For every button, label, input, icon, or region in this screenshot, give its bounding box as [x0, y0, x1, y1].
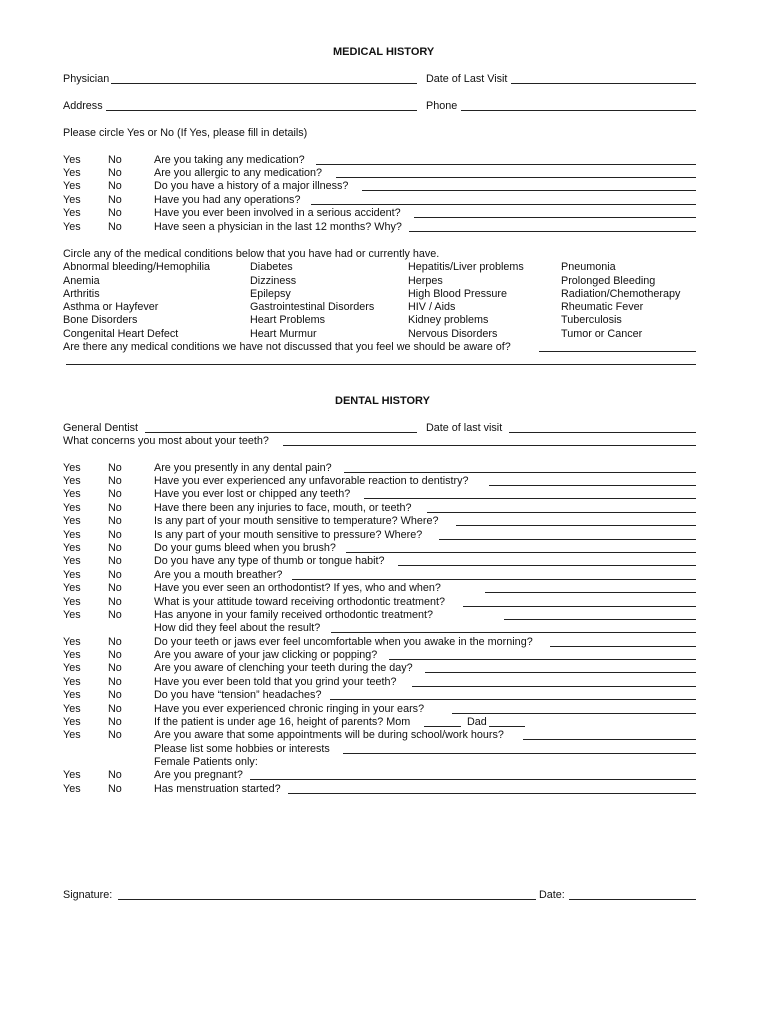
physician-label: Physician — [63, 73, 110, 85]
condition-item[interactable]: Gastrointestinal Disorders — [250, 301, 375, 313]
answer-field[interactable] — [288, 793, 696, 794]
dental-question: Are you a mouth breather? — [154, 569, 283, 581]
no-option[interactable]: No — [108, 769, 122, 781]
answer-field[interactable] — [485, 592, 696, 593]
condition-item[interactable]: Dizziness — [250, 275, 297, 287]
yes-option[interactable]: Yes — [63, 716, 81, 728]
date-label: Date: — [539, 889, 565, 901]
dental-question: Have you ever experienced any unfavorable reaction to dentistry? — [154, 475, 469, 487]
hobbies-field[interactable] — [343, 753, 696, 754]
answer-field[interactable] — [523, 739, 696, 740]
dental-question: If the patient is under age 16, height of parents? Mom — [154, 716, 411, 728]
condition-item[interactable]: Asthma or Hayfever — [63, 301, 159, 313]
answer-field[interactable] — [250, 779, 696, 780]
yes-option[interactable]: Yes — [63, 502, 81, 514]
dental-question: Has anyone in your family received orthodontic treatment? — [154, 609, 434, 621]
yes-option[interactable]: Yes — [63, 676, 81, 688]
dental-question: Do your teeth or jaws ever feel uncomfortable when you awake in the morning? — [154, 636, 533, 648]
concerns-field[interactable] — [283, 445, 696, 446]
yes-option[interactable]: Yes — [63, 515, 81, 527]
address-field[interactable] — [106, 110, 417, 111]
answer-field[interactable] — [292, 579, 696, 580]
condition-item[interactable]: Nervous Disorders — [408, 328, 498, 340]
yes-option[interactable]: Yes — [63, 462, 81, 474]
answer-field[interactable] — [425, 672, 696, 673]
phone-label: Phone — [426, 100, 458, 112]
condition-item[interactable]: Kidney problems — [408, 314, 489, 326]
conditions-intro: Circle any of the medical conditions below that you have had or currently have. — [63, 248, 440, 260]
condition-item[interactable]: Prolonged Bleeding — [561, 275, 656, 287]
no-option[interactable]: No — [108, 167, 122, 179]
no-option[interactable]: No — [108, 180, 122, 192]
dental-question: Do you have any type of thumb or tongue habit? — [154, 555, 385, 567]
yes-option[interactable]: Yes — [63, 194, 81, 206]
condition-item[interactable]: Tumor or Cancer — [561, 328, 643, 340]
female-patients-label: Female Patients only: — [154, 756, 258, 768]
yes-option[interactable]: Yes — [63, 783, 81, 795]
yes-option[interactable]: Yes — [63, 180, 81, 192]
medical-question: Are you allergic to any medication? — [154, 167, 323, 179]
no-option[interactable]: No — [108, 783, 122, 795]
concerns-label: What concerns you most about your teeth? — [63, 435, 269, 447]
answer-field[interactable] — [344, 472, 696, 473]
other-conditions-field-2[interactable] — [66, 364, 696, 365]
medical-history-title: MEDICAL HISTORY — [333, 46, 435, 58]
other-conditions-question: Are there any medical conditions we have not discussed that you feel we should be aware of? — [63, 341, 511, 353]
dental-question: Have you ever seen an orthodontist? If yes, who and when? — [154, 582, 441, 594]
answer-field[interactable] — [456, 525, 696, 526]
yes-option[interactable]: Yes — [63, 609, 81, 621]
answer-field[interactable] — [489, 485, 696, 486]
dental-question: Have you ever been told that you grind your teeth? — [154, 676, 397, 688]
no-option[interactable]: No — [108, 596, 122, 608]
yes-option[interactable]: Yes — [63, 542, 81, 554]
no-option[interactable]: No — [108, 194, 122, 206]
answer-field[interactable] — [409, 231, 696, 232]
dental-question: Are you presently in any dental pain? — [154, 462, 332, 474]
dental-question: Do you have “tension” headaches? — [154, 689, 322, 701]
dental-question: Is any part of your mouth sensitive to temperature? Where? — [154, 515, 439, 527]
no-option[interactable]: No — [108, 729, 122, 741]
answer-field[interactable] — [414, 217, 696, 218]
no-option[interactable]: No — [108, 689, 122, 701]
dental-question: Are you aware of clenching your teeth during the day? — [154, 662, 413, 674]
other-conditions-field[interactable] — [539, 351, 696, 352]
dental-question: What is your attitude toward receiving orthodontic treatment? — [154, 596, 446, 608]
female-question: Are you pregnant? — [154, 769, 243, 781]
yes-option[interactable]: Yes — [63, 769, 81, 781]
answer-field[interactable] — [504, 619, 696, 620]
signature-field[interactable] — [118, 899, 536, 900]
phone-field[interactable] — [461, 110, 696, 111]
answer-field[interactable] — [346, 552, 696, 553]
no-option[interactable]: No — [108, 488, 122, 500]
condition-item[interactable]: Pneumonia — [561, 261, 616, 273]
condition-item[interactable]: Rheumatic Fever — [561, 301, 644, 313]
yes-option[interactable]: Yes — [63, 529, 81, 541]
condition-item[interactable]: Herpes — [408, 275, 443, 287]
no-option[interactable]: No — [108, 649, 122, 661]
no-option[interactable]: No — [108, 582, 122, 594]
yes-option[interactable]: Yes — [63, 555, 81, 567]
condition-item[interactable]: Abnormal bleeding/Hemophilia — [63, 261, 211, 273]
medical-question: Have you had any operations? — [154, 194, 301, 206]
condition-item[interactable]: Radiation/Chemotherapy — [561, 288, 681, 300]
answer-field[interactable] — [452, 713, 696, 714]
medical-last-visit-label: Date of Last Visit — [426, 73, 508, 85]
condition-item[interactable]: Epilepsy — [250, 288, 291, 300]
instructions: Please circle Yes or No (If Yes, please fill in details) — [63, 127, 308, 139]
no-option[interactable]: No — [108, 221, 122, 233]
dental-question: Have you ever experienced chronic ringing in your ears? — [154, 703, 425, 715]
no-option[interactable]: No — [108, 462, 122, 474]
no-option[interactable]: No — [108, 502, 122, 514]
no-option[interactable]: No — [108, 662, 122, 674]
yes-option[interactable]: Yes — [63, 636, 81, 648]
female-question: Has menstruation started? — [154, 783, 281, 795]
yes-option[interactable]: Yes — [63, 221, 81, 233]
medical-question: Have you ever been involved in a serious accident? — [154, 207, 401, 219]
yes-option[interactable]: Yes — [63, 596, 81, 608]
no-option[interactable]: No — [108, 542, 122, 554]
no-option[interactable]: No — [108, 716, 122, 728]
dental-last-visit-label: Date of last visit — [426, 422, 503, 434]
condition-item[interactable]: Diabetes — [250, 261, 293, 273]
answer-field[interactable] — [311, 204, 696, 205]
medical-question: Are you taking any medication? — [154, 154, 305, 166]
condition-item[interactable]: Heart Murmur — [250, 328, 317, 340]
dental-history-title: DENTAL HISTORY — [335, 395, 430, 407]
medical-question: Have seen a physician in the last 12 months? Why? — [154, 221, 402, 233]
condition-item[interactable]: Bone Disorders — [63, 314, 138, 326]
no-option[interactable]: No — [108, 569, 122, 581]
no-option[interactable]: No — [108, 555, 122, 567]
yes-option[interactable]: Yes — [63, 488, 81, 500]
dentist-field[interactable] — [145, 432, 417, 433]
yes-option[interactable]: Yes — [63, 475, 81, 487]
yes-option[interactable]: Yes — [63, 569, 81, 581]
condition-item[interactable]: High Blood Pressure — [408, 288, 508, 300]
condition-item[interactable]: Anemia — [63, 275, 100, 287]
answer-field[interactable] — [389, 659, 696, 660]
address-label: Address — [63, 100, 103, 112]
answer-field[interactable] — [439, 539, 696, 540]
signature-label: Signature: — [63, 889, 113, 901]
yes-option[interactable]: Yes — [63, 662, 81, 674]
answer-field[interactable] — [427, 512, 696, 513]
how-feel-question: How did they feel about the result? — [154, 622, 321, 634]
yes-option[interactable]: Yes — [63, 582, 81, 594]
no-option[interactable]: No — [108, 515, 122, 527]
answer-field[interactable] — [463, 606, 696, 607]
answer-field[interactable] — [336, 177, 696, 178]
yes-option[interactable]: Yes — [63, 649, 81, 661]
answer-field[interactable] — [364, 498, 696, 499]
yes-option[interactable]: Yes — [63, 154, 81, 166]
mom-height-field[interactable] — [424, 726, 461, 727]
date-field[interactable] — [569, 899, 696, 900]
no-option[interactable]: No — [108, 703, 122, 715]
yes-option[interactable]: Yes — [63, 167, 81, 179]
condition-item[interactable]: Congenital Heart Defect — [63, 328, 179, 340]
answer-field[interactable] — [550, 646, 696, 647]
hobbies-label: Please list some hobbies or interests — [154, 743, 330, 755]
dental-question: Have there been any injuries to face, mouth, or teeth? — [154, 502, 412, 514]
dental-question: Are you aware that some appointments will be during school/work hours? — [154, 729, 504, 741]
yes-option[interactable]: Yes — [63, 729, 81, 741]
dad-label: Dad — [467, 716, 487, 728]
answer-field[interactable] — [362, 190, 696, 191]
condition-item[interactable]: Heart Problems — [250, 314, 326, 326]
answer-field[interactable] — [398, 565, 696, 566]
answer-field[interactable] — [330, 699, 696, 700]
no-option[interactable]: No — [108, 207, 122, 219]
medical-question: Do you have a history of a major illness? — [154, 180, 349, 192]
yes-option[interactable]: Yes — [63, 689, 81, 701]
medical-last-visit-field[interactable] — [511, 83, 696, 84]
dad-height-field[interactable] — [489, 726, 525, 727]
physician-field[interactable] — [111, 83, 417, 84]
dentist-label: General Dentist — [63, 422, 139, 434]
no-option[interactable]: No — [108, 529, 122, 541]
yes-option[interactable]: Yes — [63, 703, 81, 715]
dental-last-visit-field[interactable] — [509, 432, 696, 433]
answer-field[interactable] — [412, 686, 696, 687]
answer-field[interactable] — [331, 632, 696, 633]
no-option[interactable]: No — [108, 475, 122, 487]
no-option[interactable]: No — [108, 676, 122, 688]
no-option[interactable]: No — [108, 609, 122, 621]
condition-item[interactable]: Hepatitis/Liver problems — [408, 261, 524, 273]
dental-question: Have you ever lost or chipped any teeth? — [154, 488, 351, 500]
no-option[interactable]: No — [108, 636, 122, 648]
condition-item[interactable]: Arthritis — [63, 288, 100, 300]
dental-question: Are you aware of your jaw clicking or popping? — [154, 649, 378, 661]
no-option[interactable]: No — [108, 154, 122, 166]
dental-question: Is any part of your mouth sensitive to pressure? Where? — [154, 529, 423, 541]
yes-option[interactable]: Yes — [63, 207, 81, 219]
condition-item[interactable]: HIV / Aids — [408, 301, 456, 313]
dental-question: Do your gums bleed when you brush? — [154, 542, 336, 554]
condition-item[interactable]: Tuberculosis — [561, 314, 622, 326]
answer-field[interactable] — [316, 164, 696, 165]
